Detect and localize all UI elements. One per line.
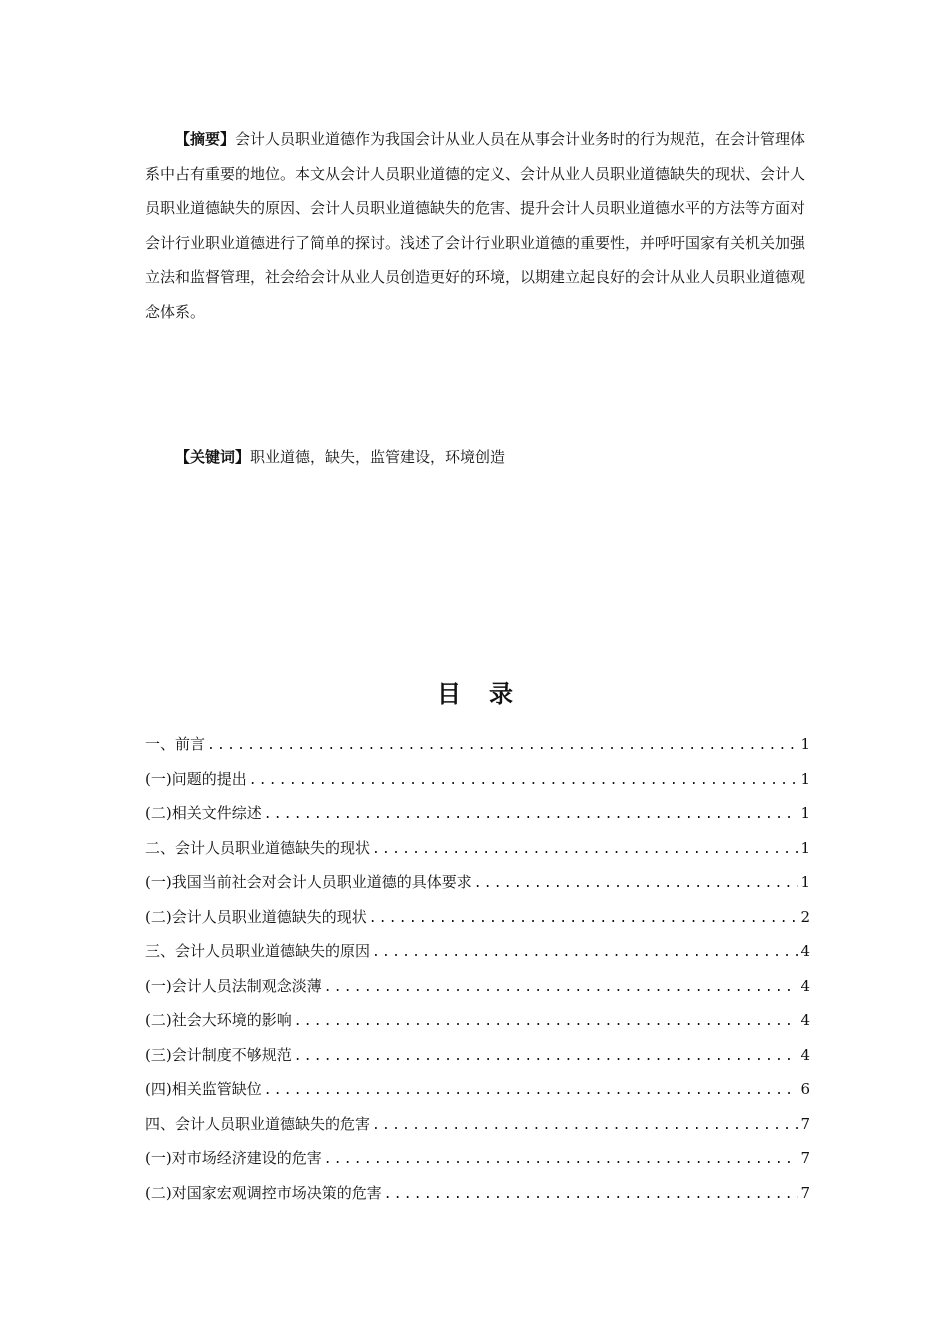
toc-entry-text: (二)会计人员职业道德缺失的现状 bbox=[145, 907, 367, 926]
toc-list bbox=[145, 731, 810, 1214]
toc-page-number: 7 bbox=[800, 1183, 810, 1202]
toc-title bbox=[0, 674, 950, 714]
toc-leader-dots bbox=[294, 1009, 798, 1035]
toc-page-number: 7 bbox=[800, 1149, 810, 1167]
toc-leader-dots bbox=[207, 733, 798, 759]
toc-entry[interactable] bbox=[145, 1007, 810, 1042]
toc-page-number: 4 bbox=[800, 1045, 810, 1064]
toc-entry-text: (二)对国家宏观调控市场决策的危害 bbox=[145, 1183, 382, 1202]
toc-entry-text: (一)对市场经济建设的危害 bbox=[145, 1149, 322, 1167]
toc-leader-dots bbox=[474, 871, 798, 897]
toc-page-number: 1 bbox=[800, 873, 810, 891]
toc-entry-text: 三、会计人员职业道德缺失的原因 bbox=[145, 942, 371, 960]
toc-entry[interactable] bbox=[145, 973, 810, 1008]
toc-entry-text: (二)相关文件综述 bbox=[145, 804, 262, 822]
toc-page-number: 6 bbox=[800, 1080, 810, 1098]
toc-entry[interactable] bbox=[145, 766, 810, 801]
toc-entry[interactable] bbox=[145, 800, 810, 835]
toc-entry[interactable] bbox=[145, 904, 810, 939]
toc-leader-dots bbox=[294, 1044, 798, 1070]
toc-leader-dots bbox=[264, 802, 798, 828]
toc-entry-text: 二、会计人员职业道德缺失的现状 bbox=[145, 838, 371, 857]
toc-page-number: 7 bbox=[800, 1114, 810, 1133]
toc-entry[interactable] bbox=[145, 1076, 810, 1111]
toc-page-number: 1 bbox=[800, 838, 810, 857]
toc-leader-dots bbox=[249, 768, 798, 794]
toc-entry[interactable] bbox=[145, 1111, 810, 1146]
toc-entry-text: (四)相关监管缺位 bbox=[145, 1080, 262, 1098]
toc-leader-dots bbox=[372, 837, 798, 863]
toc-page-number: 4 bbox=[800, 942, 810, 960]
keywords-line bbox=[175, 442, 505, 472]
toc-page-number: 1 bbox=[800, 735, 810, 753]
toc-leader-dots bbox=[372, 1113, 798, 1139]
abstract-label: 【摘要】 bbox=[175, 130, 236, 148]
toc-entry-text: (一)问题的提出 bbox=[145, 769, 247, 788]
toc-entry[interactable] bbox=[145, 835, 810, 870]
toc-entry-text: (三)会计制度不够规范 bbox=[145, 1045, 292, 1064]
toc-entry-text: 一、前言 bbox=[145, 735, 206, 753]
toc-entry-text: (一)会计人员法制观念淡薄 bbox=[145, 976, 322, 995]
toc-leader-dots bbox=[264, 1078, 798, 1104]
toc-leader-dots bbox=[372, 940, 798, 966]
toc-page-number: 1 bbox=[800, 769, 810, 788]
toc-leader-dots bbox=[324, 975, 798, 1001]
toc-entry[interactable] bbox=[145, 731, 810, 766]
toc-entry-text: 四、会计人员职业道德缺失的危害 bbox=[145, 1114, 371, 1133]
toc-entry[interactable] bbox=[145, 1145, 810, 1180]
toc-entry-text: (一)我国当前社会对会计人员职业道德的具体要求 bbox=[145, 873, 472, 891]
toc-page-number: 4 bbox=[800, 976, 810, 995]
toc-entry[interactable] bbox=[145, 1180, 810, 1215]
abstract-paragraph bbox=[145, 122, 810, 329]
toc-page-number: 1 bbox=[800, 804, 810, 822]
toc-entry[interactable] bbox=[145, 1042, 810, 1077]
keywords-text: 职业道德，缺失，监管建设，环境创造 bbox=[250, 448, 506, 466]
toc-entry[interactable] bbox=[145, 869, 810, 904]
toc-title-char: 目 bbox=[437, 680, 461, 708]
abstract-text: 会计人员职业道德作为我国会计从业人员在从事会计业务时的行为规范，在会计管理体系中占有重要的地位。本文从会计人员职业道德的定义、会计从业人员职业道德缺失的现状、会计人员职业道德缺失的原因、会计人员职业道德缺失的危害、提升会计人员职业道德水平的方法等方面对会计行业职业道德进行了简单的探讨。浅述了会计行业职业道德的重要性，并呼吁国家有关机关加强立法和监督管理，社会给会计从业人员创造更好的环境，以期建立起良好的会计从业人员职业道德观念体系。 bbox=[145, 130, 806, 321]
toc-leader-dots bbox=[369, 906, 798, 932]
toc-entry[interactable] bbox=[145, 938, 810, 973]
toc-page-number: 4 bbox=[800, 1011, 810, 1029]
toc-leader-dots bbox=[324, 1147, 798, 1173]
toc-entry-text: (二)社会大环境的影响 bbox=[145, 1011, 292, 1029]
toc-leader-dots bbox=[384, 1182, 798, 1208]
keywords-label: 【关键词】 bbox=[175, 448, 251, 466]
toc-title-char: 录 bbox=[489, 680, 513, 708]
toc-page-number: 2 bbox=[800, 907, 810, 926]
